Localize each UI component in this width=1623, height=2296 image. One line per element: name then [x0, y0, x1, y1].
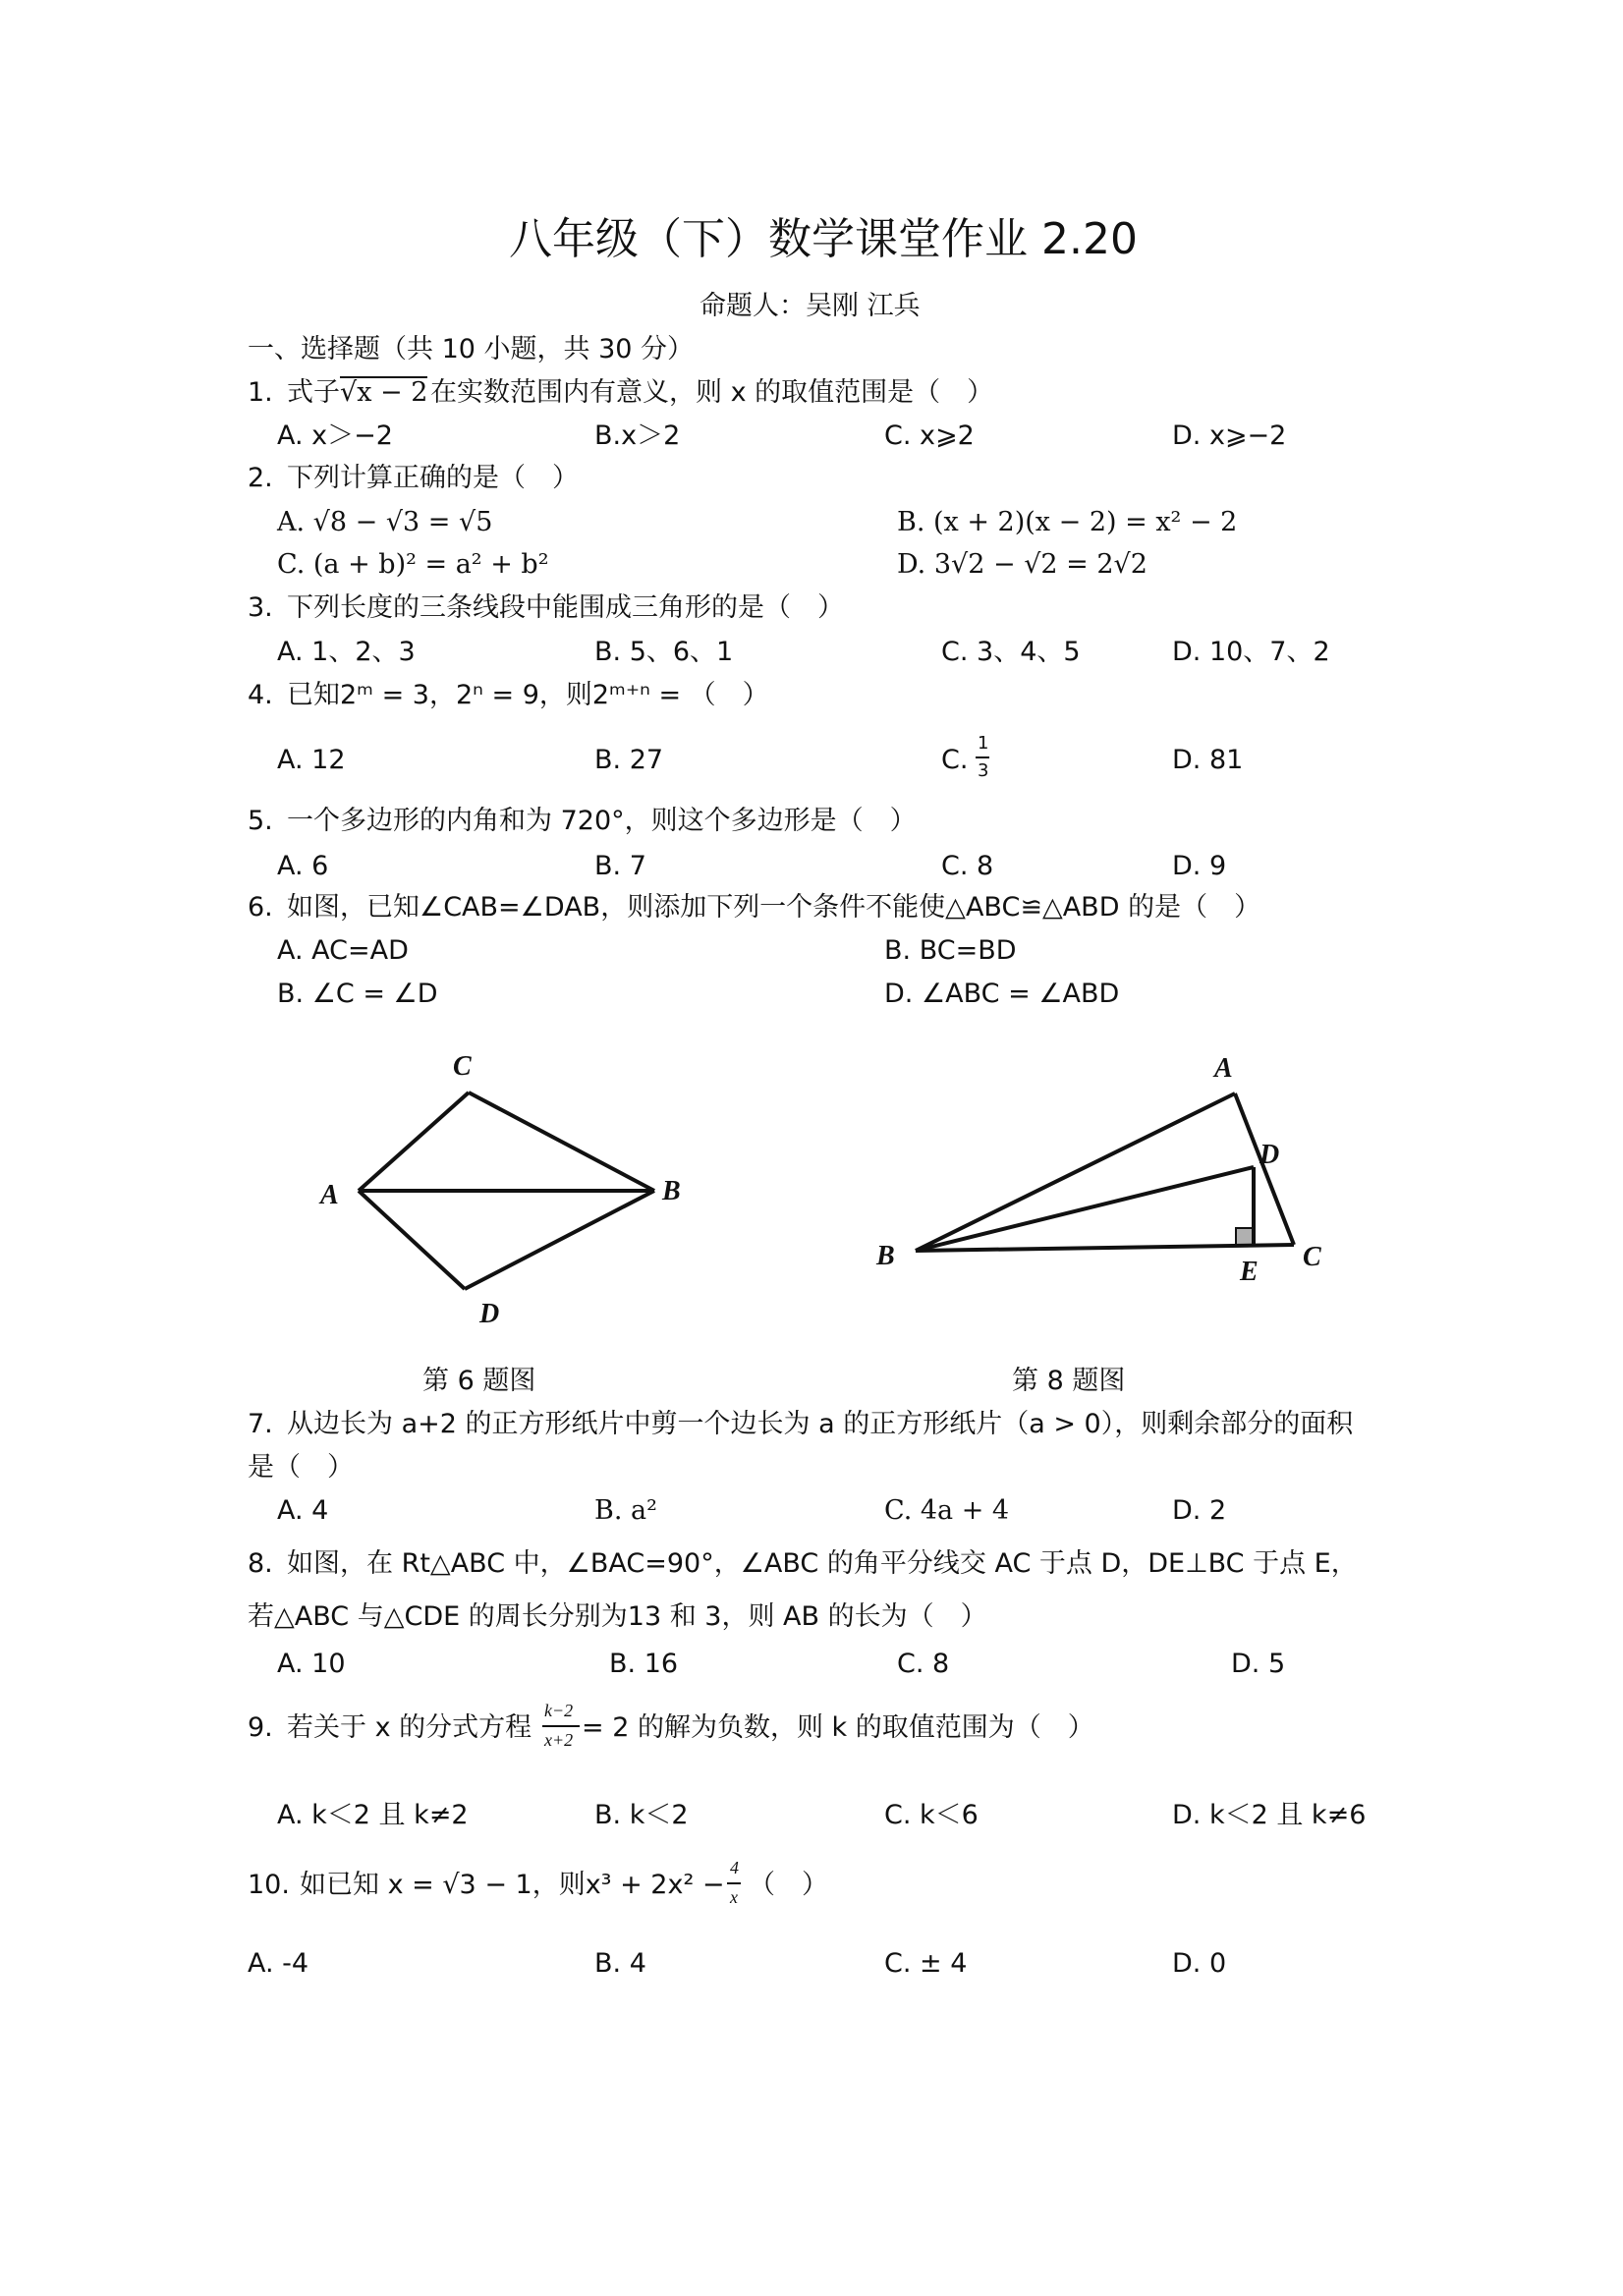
option-d[interactable]: D. 9 — [1172, 851, 1227, 881]
label-a: A — [320, 1180, 339, 1210]
label-d: D — [1259, 1140, 1280, 1170]
question-stem-rest: 在实数范围内有意义，则 x 的取值范围是（ ） — [430, 377, 994, 408]
question-stem: 如图，已知∠CAB=∠DAB，则添加下列一个条件不能使△ABC≌△ABD 的是（ ） — [287, 892, 1261, 923]
label-a: A — [1214, 1053, 1233, 1084]
option-d[interactable]: D. 5 — [1231, 1649, 1286, 1679]
label-e: E — [1240, 1257, 1259, 1287]
fraction-denominator: 3 — [978, 760, 989, 781]
option-d[interactable]: D. 10、7、2 — [1172, 637, 1330, 667]
option-c[interactable]: C. 3、4、5 — [941, 637, 1081, 667]
question-number: 4. — [248, 680, 273, 710]
option-c[interactable]: C. ± 4 — [884, 1948, 968, 1979]
option-a[interactable]: A. 4 — [277, 1495, 329, 1526]
option-a[interactable]: A. 10 — [277, 1649, 346, 1679]
figure-8-diagram — [865, 1041, 1336, 1297]
option-c[interactable]: C. 8 — [897, 1649, 950, 1679]
option-d[interactable]: D. x⩾−2 — [1172, 420, 1287, 451]
question-stem: 式子 — [287, 377, 340, 408]
question-number: 2. — [248, 463, 273, 493]
fraction-bar — [542, 1725, 580, 1727]
question-number: 5. — [248, 806, 273, 836]
option-b[interactable]: B.x＞2 — [594, 420, 681, 451]
figure-6-caption: 第 6 题图 — [422, 1366, 536, 1396]
page-title: 八年级（下）数学课堂作业 2.20 — [509, 214, 1138, 264]
figure-6-diagram — [295, 1032, 707, 1326]
figure-6 — [295, 1032, 707, 1326]
question-number: 6. — [248, 892, 273, 923]
option-c[interactable]: C. k＜6 — [884, 1800, 979, 1830]
segment-bd — [916, 1167, 1254, 1251]
label-c: C — [1303, 1242, 1321, 1272]
segment-ba — [916, 1093, 1235, 1251]
option-d[interactable]: D. 81 — [1172, 745, 1244, 775]
question-number: 10. — [248, 1870, 290, 1900]
option-c[interactable]: B. ∠C = ∠D — [277, 979, 438, 1009]
question-stem-rest: = 2 的解为负数，则 k 的取值范围为（ ） — [582, 1712, 1094, 1743]
option-b[interactable]: B. 27 — [594, 745, 664, 775]
option-a[interactable]: A. √8 − √3 = √5 — [277, 507, 493, 537]
segment-bc — [916, 1245, 1294, 1251]
fraction-numerator: 1 — [978, 733, 989, 754]
sqrt-expression: √x − 2 — [340, 377, 428, 408]
option-b[interactable]: B. a² — [594, 1495, 657, 1526]
option-a[interactable]: A. AC=AD — [277, 935, 409, 966]
segment-ac — [359, 1092, 469, 1191]
fraction-numerator: k−2 — [544, 1701, 574, 1720]
figure-8-caption: 第 8 题图 — [1012, 1366, 1126, 1396]
fraction-bar — [727, 1882, 741, 1884]
question-stem-rest: （ ） — [749, 1870, 828, 1900]
question-number: 1. — [248, 377, 273, 408]
question-stem: 已知2ᵐ = 3，2ⁿ = 9，则2ᵐ⁺ⁿ = （ ） — [287, 680, 769, 710]
question-stem-line2: 是（ ） — [248, 1452, 354, 1483]
option-c[interactable]: C. x⩾2 — [884, 420, 975, 451]
option-d[interactable]: D. 0 — [1172, 1948, 1227, 1979]
option-c[interactable]: C. (a + b)² = a² + b² — [277, 549, 549, 580]
question-stem: 一个多边形的内角和为 720°，则这个多边形是（ ） — [287, 806, 917, 836]
question-number: 8. — [248, 1548, 273, 1579]
option-b[interactable]: B. 16 — [609, 1649, 679, 1679]
section-heading: 一、选择题（共 10 小题，共 30 分） — [248, 334, 695, 364]
question-number: 9. — [248, 1712, 273, 1743]
question-stem: 下列计算正确的是（ ） — [287, 463, 579, 493]
option-d[interactable]: D. k＜2 且 k≠6 — [1172, 1800, 1367, 1830]
question-number: 3. — [248, 592, 273, 623]
option-b[interactable]: B. 5、6、1 — [594, 637, 734, 667]
option-d[interactable]: D. ∠ABC = ∠ABD — [884, 979, 1120, 1009]
fraction-denominator: x+2 — [544, 1730, 574, 1750]
question-number: 7. — [248, 1409, 273, 1439]
label-d: D — [479, 1299, 500, 1326]
option-a[interactable]: A. k＜2 且 k≠2 — [277, 1800, 469, 1830]
option-d[interactable]: D. 3√2 − √2 = 2√2 — [897, 549, 1147, 580]
option-a[interactable]: A. 12 — [277, 745, 346, 775]
label-b: B — [876, 1241, 895, 1271]
fraction-numerator: 4 — [730, 1858, 739, 1877]
option-b[interactable]: B. k＜2 — [594, 1800, 689, 1830]
option-b[interactable]: B. 7 — [594, 851, 646, 881]
question-stem: 若关于 x 的分式方程 — [287, 1712, 532, 1743]
option-b[interactable]: B. (x + 2)(x − 2) = x² − 2 — [897, 507, 1238, 537]
segment-ad — [359, 1191, 465, 1289]
option-b[interactable]: B. 4 — [594, 1948, 646, 1979]
question-stem: 下列长度的三条线段中能围成三角形的是（ ） — [287, 592, 844, 623]
question-stem: 如已知 x = √3 − 1，则x³ + 2x² − — [300, 1870, 725, 1900]
question-stem: 如图，在 Rt△ABC 中，∠BAC=90°，∠ABC 的角平分线交 AC 于点 D，DE⊥BC 于点 E， — [287, 1548, 1358, 1579]
fraction-bar — [976, 756, 989, 758]
option-c[interactable]: C. — [941, 745, 969, 775]
figure-6-lines — [359, 1092, 654, 1289]
option-a[interactable]: A. 1、2、3 — [277, 637, 416, 667]
authors-line: 命题人：吴刚 江兵 — [700, 291, 921, 321]
figure-8 — [865, 1041, 1336, 1297]
option-a[interactable]: A. 6 — [277, 851, 329, 881]
option-a[interactable]: A. x＞−2 — [277, 420, 393, 451]
option-a[interactable]: A. -4 — [248, 1948, 309, 1979]
segment-cb — [469, 1092, 654, 1191]
right-angle-marker — [1236, 1228, 1254, 1246]
question-stem-line2: 若△ABC 与△CDE 的周长分别为13 和 3，则 AB 的长为（ ） — [248, 1601, 987, 1632]
option-b[interactable]: B. BC=BD — [884, 935, 1017, 966]
label-c: C — [453, 1051, 472, 1082]
option-d[interactable]: D. 2 — [1172, 1495, 1227, 1526]
option-c[interactable]: C. 8 — [941, 851, 994, 881]
option-c[interactable]: C. 4a + 4 — [884, 1495, 1010, 1526]
segment-db — [465, 1191, 654, 1289]
question-stem: 从边长为 a+2 的正方形纸片中剪一个边长为 a 的正方形纸片（a > 0），则剩余部分的面积 — [287, 1409, 1354, 1439]
fraction-denominator: x — [730, 1887, 738, 1907]
label-b: B — [662, 1176, 681, 1206]
